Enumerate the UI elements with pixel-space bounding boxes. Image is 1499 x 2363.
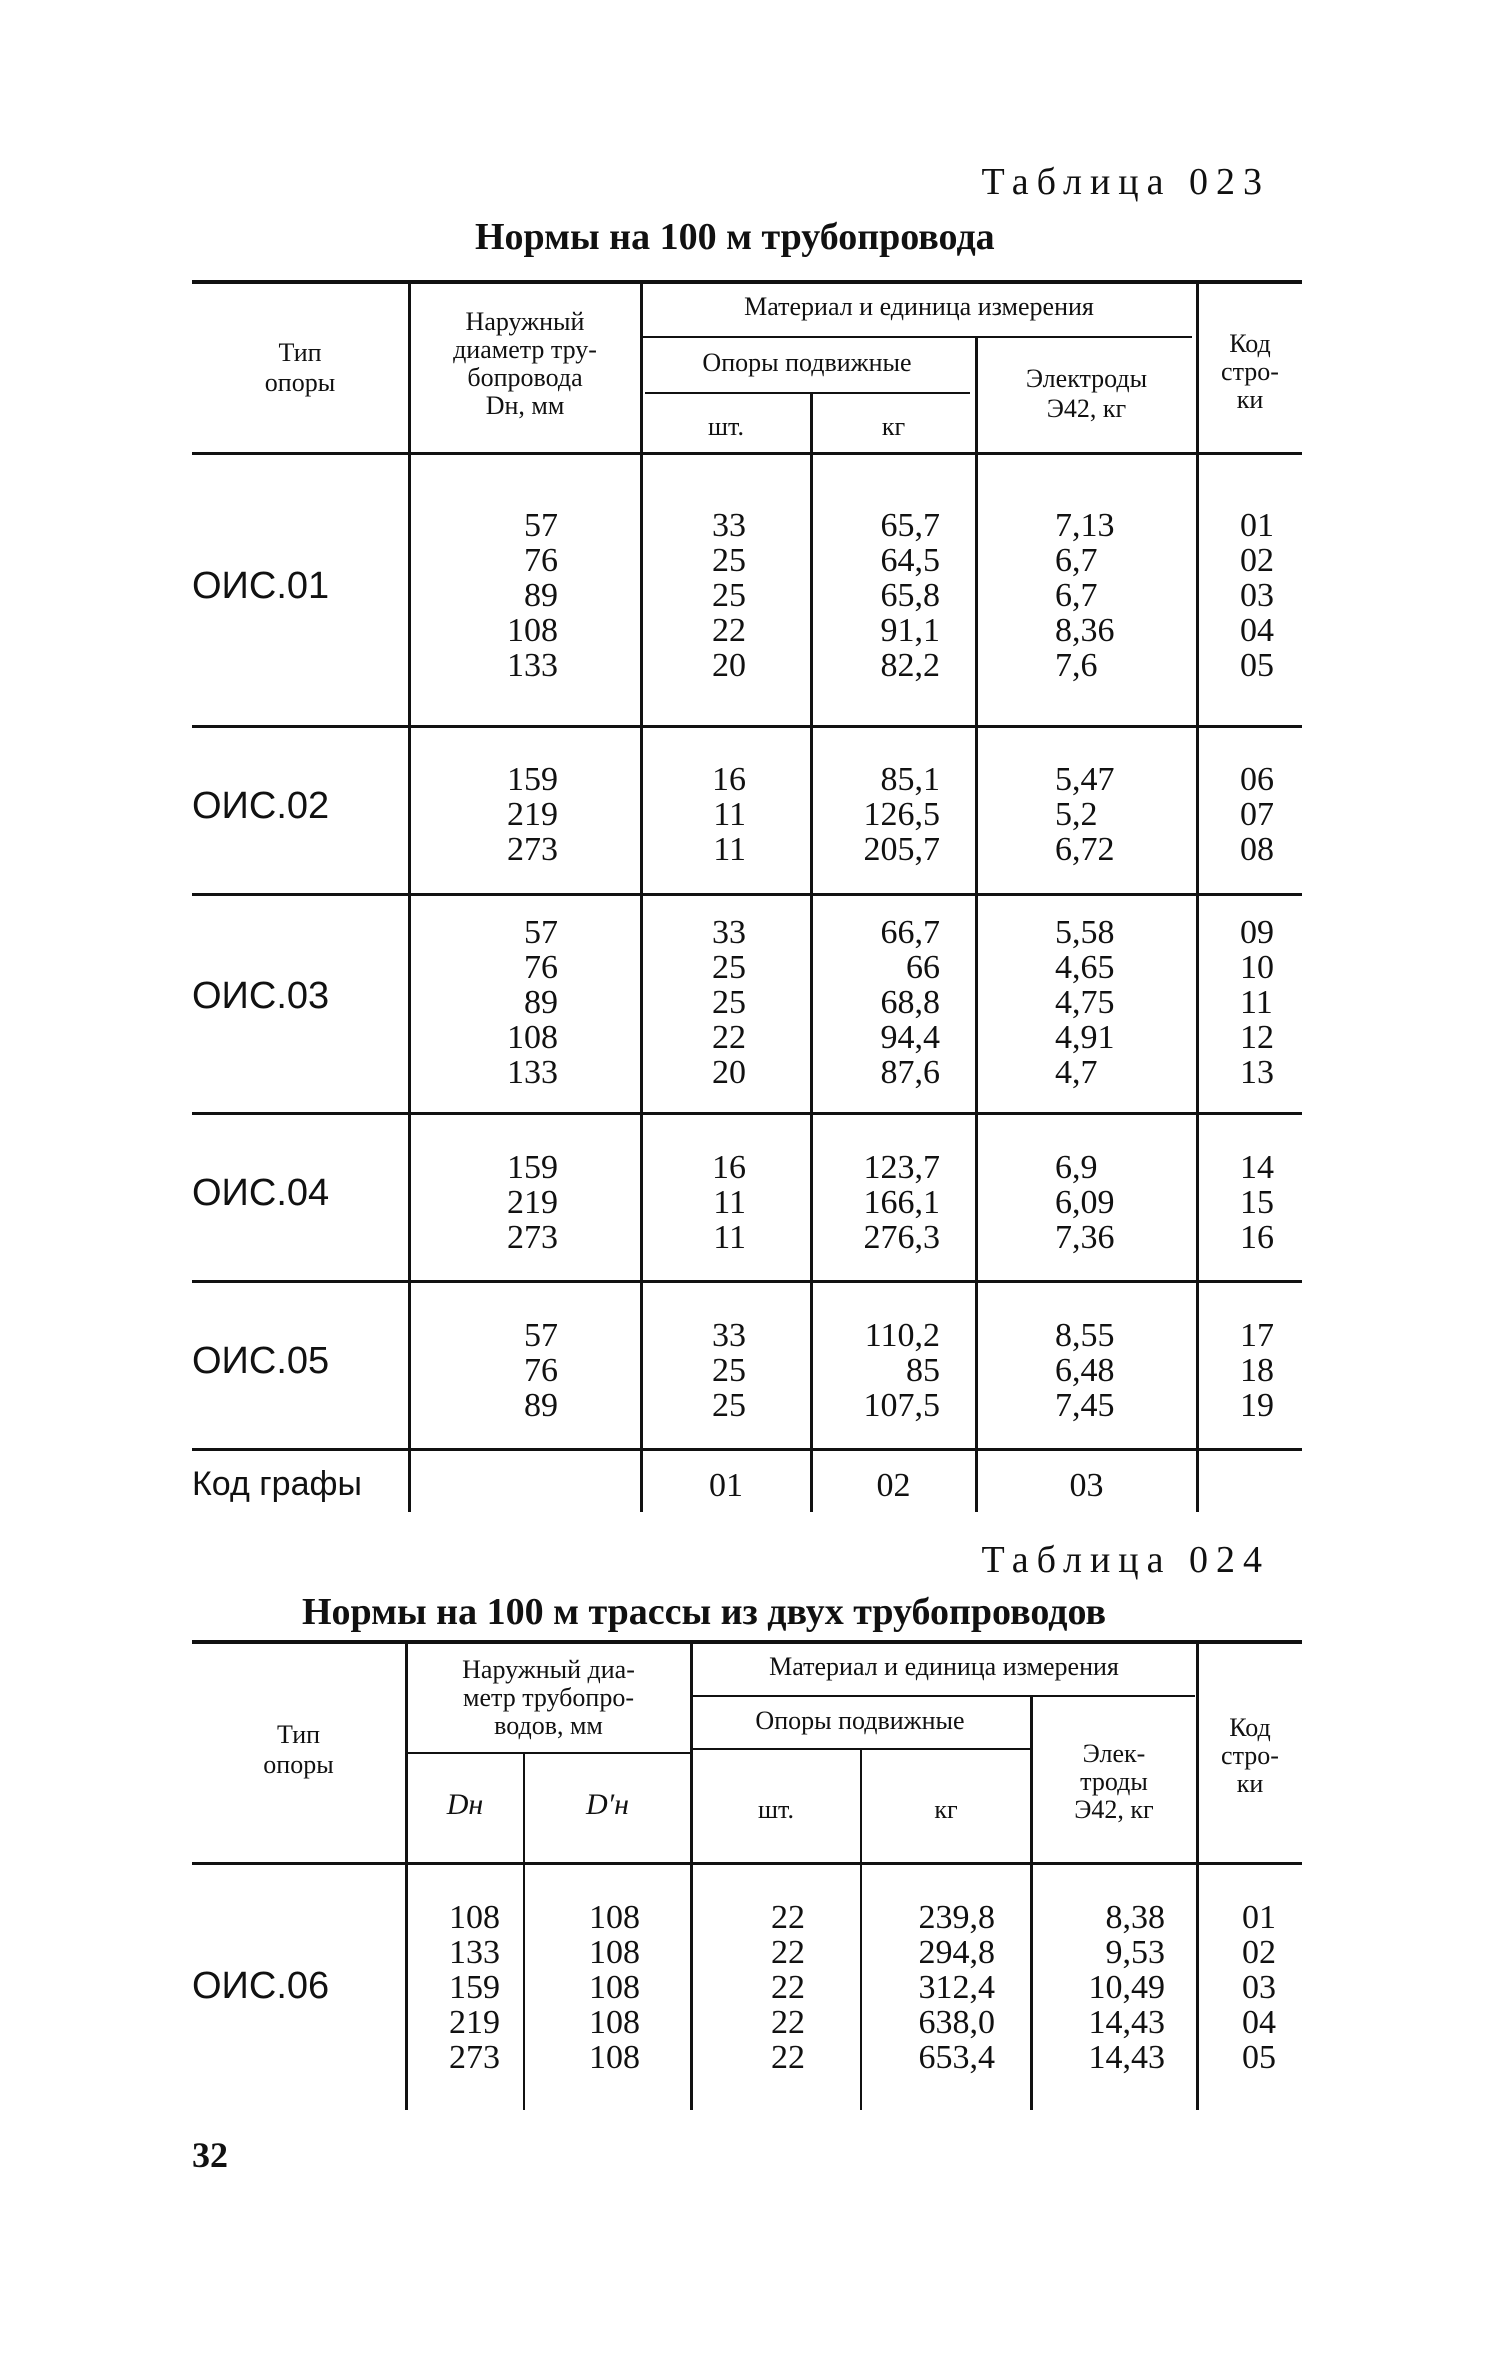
t23-g5-electrodes: 8,55 6,48 7,45 (1055, 1317, 1115, 1424)
table-024-title: Нормы на 100 м трассы из двух трубопроводов (302, 1591, 1107, 1633)
t24-electrodes: 8,38 9,53 10,49 14,43 14,43 (1088, 1899, 1165, 2076)
t23-header-rule (192, 452, 1302, 455)
t23-g3-kg: 66,7 66 68,8 94,4 87,6 (880, 914, 940, 1091)
t23-type-ois01: ОИС.01 (192, 565, 330, 607)
t23-g5-kg: 110,2 85 107,5 (863, 1317, 940, 1424)
t24-header-dn-prime: D′н (585, 1788, 630, 1821)
t24-header-rule (192, 1862, 1302, 1865)
t24-header-electrodes: Элек- троды Э42, кг (1074, 1739, 1154, 1824)
t23-type-ois02: ОИС.02 (192, 785, 330, 827)
t23-footer-col-03: 03 (1069, 1467, 1104, 1504)
t23-header-diameter: Наружный диаметр тру- бопровода Dн, мм (453, 307, 597, 420)
t23-vline-4 (975, 338, 978, 1512)
t23-g2-kg: 85,1 126,5 205,7 (863, 761, 940, 868)
t23-g4-electrodes: 6,9 6,09 7,36 (1055, 1149, 1115, 1256)
t23-g1-electrodes: 7,13 6,7 6,7 8,36 7,6 (1055, 507, 1115, 684)
table-024-number: Таблица 024 (981, 1539, 1270, 1581)
t23-data-bottom-rule (192, 1448, 1302, 1451)
t23-header-material: Материал и единица измерения (744, 292, 1094, 321)
t24-header-code: Код стро- ки (1221, 1713, 1279, 1798)
t24-vline-6 (1196, 1642, 1199, 2110)
t23-header-supports: Опоры подвижные (702, 348, 912, 377)
t23-g4-diameter: 159 219 273 (507, 1149, 558, 1256)
t23-group2-rule (192, 893, 1302, 896)
t24-dn-prime: 108 108 108 108 108 (589, 1899, 640, 2076)
t23-g3-diameter: 57 76 89 108 133 (507, 914, 558, 1091)
t24-material-rule (690, 1695, 1195, 1697)
t23-g3-pcs: 33 25 25 22 20 (712, 914, 746, 1091)
t23-material-rule (640, 336, 1192, 338)
t24-dn: 108 133 159 219 273 (449, 1899, 500, 2076)
t23-vline-2 (640, 282, 643, 1512)
t23-header-kg: кг (881, 412, 906, 441)
t23-g3-code: 09 10 11 12 13 (1240, 914, 1274, 1091)
t24-header-diameter: Наружный диа- метр трубопро- водов, мм (462, 1655, 635, 1740)
t23-supports-rule (645, 392, 970, 394)
t23-g5-code: 17 18 19 (1240, 1317, 1274, 1424)
t23-g5-pcs: 33 25 25 (712, 1317, 746, 1424)
t23-group1-rule (192, 725, 1302, 728)
t23-g1-diameter: 57 76 89 108 133 (507, 507, 558, 684)
t23-g1-kg: 65,7 64,5 65,8 91,1 82,2 (880, 507, 940, 684)
t23-group4-rule (192, 1280, 1302, 1283)
t24-code: 01 02 03 04 05 (1242, 1899, 1276, 2076)
t23-top-rule (192, 280, 1302, 284)
t23-g2-code: 06 07 08 (1240, 761, 1274, 868)
t23-vline-1 (408, 282, 411, 1512)
t23-type-ois05: ОИС.05 (192, 1340, 330, 1382)
t23-g1-code: 01 02 03 04 05 (1240, 507, 1274, 684)
t24-header-type: Тип опоры (263, 1720, 334, 1779)
page-number: 32 (192, 2135, 228, 2175)
t23-header-electrodes: Электроды Э42, кг (1025, 364, 1148, 423)
t23-g1-pcs: 33 25 25 22 20 (712, 507, 746, 684)
t23-footer-col-02: 02 (876, 1467, 911, 1504)
t24-header-supports: Опоры подвижные (755, 1706, 965, 1735)
t23-g5-diameter: 57 76 89 (524, 1317, 558, 1424)
t24-header-pcs: шт. (758, 1795, 794, 1824)
t24-top-rule (192, 1640, 1302, 1644)
t23-g4-code: 14 15 16 (1240, 1149, 1274, 1256)
t23-type-ois03: ОИС.03 (192, 975, 330, 1017)
t24-pcs: 22 22 22 22 22 (771, 1899, 805, 2076)
t24-header-dn: Dн (446, 1788, 484, 1821)
t23-group3-rule (192, 1112, 1302, 1115)
t24-header-kg: кг (934, 1795, 958, 1824)
t23-g2-electrodes: 5,47 5,2 6,72 (1055, 761, 1115, 868)
t23-g3-electrodes: 5,58 4,65 4,75 4,91 4,7 (1055, 914, 1115, 1091)
t23-header-pcs: шт. (708, 412, 744, 441)
t23-g4-kg: 123,7 166,1 276,3 (863, 1149, 940, 1256)
t23-header-code: Код стро- ки (1221, 329, 1279, 414)
t23-g4-pcs: 16 11 11 (712, 1149, 746, 1256)
t23-g2-pcs: 16 11 11 (712, 761, 746, 868)
t24-header-material: Материал и единица измерения (769, 1652, 1119, 1681)
table-023-number: Таблица 023 (981, 161, 1270, 203)
t24-diameter-rule (405, 1752, 690, 1754)
t23-footer-col-01: 01 (709, 1467, 743, 1504)
t23-footer-label: Код графы (192, 1465, 362, 1503)
t23-vline-3 (810, 394, 813, 1512)
t23-type-ois04: ОИС.04 (192, 1172, 330, 1214)
table-023-title: Нормы на 100 м трубопровода (475, 216, 995, 258)
t23-g2-diameter: 159 219 273 (507, 761, 558, 868)
t24-type-ois06: ОИС.06 (192, 1965, 330, 2007)
t23-header-type: Тип опоры (264, 338, 336, 397)
t23-vline-5 (1196, 282, 1199, 1512)
t24-kg: 239,8 294,8 312,4 638,0 653,4 (918, 1899, 995, 2076)
